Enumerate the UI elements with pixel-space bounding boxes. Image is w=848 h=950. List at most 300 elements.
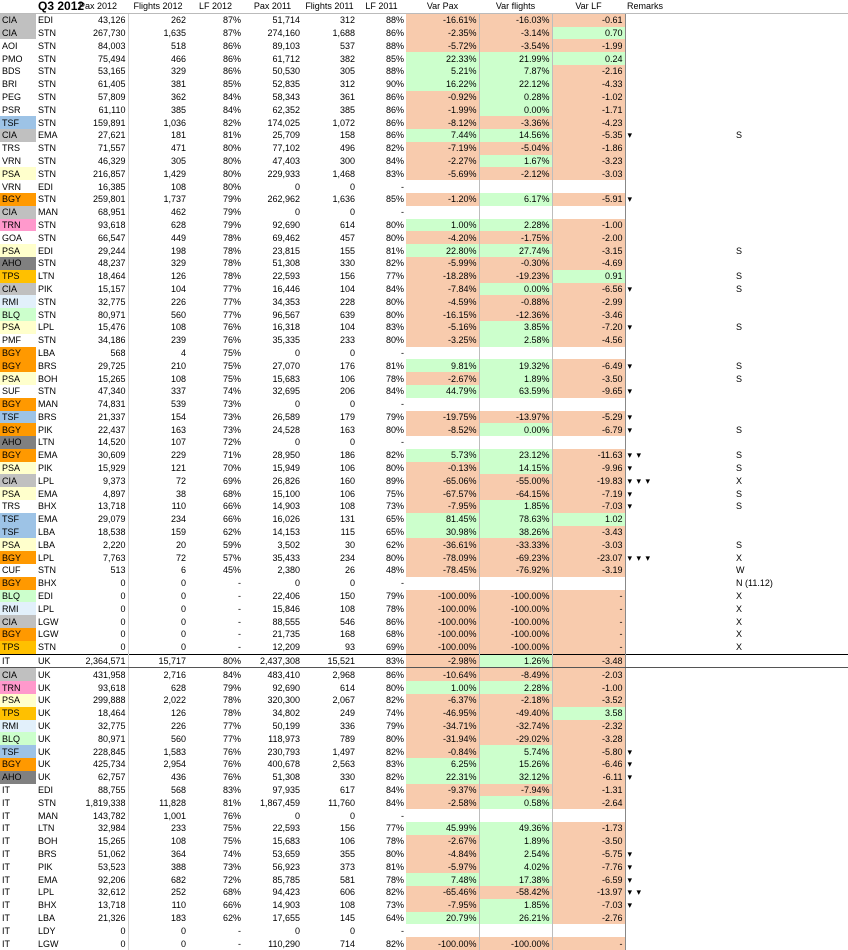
pax-2012-cell: 29,244 [68, 244, 128, 257]
destination-cell: BOH [38, 836, 58, 847]
flights-2012-cell: 38 [175, 488, 186, 499]
spare-cell [725, 937, 848, 950]
table-header [0, 0, 848, 13]
lf-2011-cell: 86% [385, 104, 404, 115]
var-pax-cell: -19.75% [406, 411, 479, 424]
lf-2011-cell: 82% [385, 695, 404, 706]
lf-2012-cell: 73% [222, 861, 241, 872]
origin-cell: IT [0, 912, 36, 925]
var-lf-cell: -6.46 [552, 758, 625, 771]
lf-2011-cell: 84% [385, 785, 404, 795]
origin-cell: TPS [0, 270, 36, 283]
flights-2012-cell: 1,635 [163, 27, 186, 38]
origin-cell: PSR [0, 103, 36, 116]
flights-2011-cell: 0 [349, 181, 355, 192]
pax-2012-cell: 34,186 [68, 334, 128, 347]
pax-2011-cell: 53,659 [272, 848, 300, 859]
spare-cell [725, 615, 848, 628]
spare-cell [725, 283, 848, 296]
flights-2012-cell: 449 [170, 232, 186, 243]
var-pax-cell: -2.58% [406, 796, 479, 809]
flights-2012-cell: 6 [180, 565, 186, 576]
pax-2011-cell: 34,802 [272, 708, 300, 719]
lf-2011-cell: 86% [385, 117, 404, 128]
lf-2012-cell: 62% [222, 527, 241, 538]
lf-2012-cell: 78% [222, 245, 241, 256]
destination-cell: LTN [38, 271, 55, 282]
flights-2012-cell: 560 [170, 309, 186, 320]
remarks-cell: S [736, 424, 743, 435]
var-flights-cell: 2.28% [479, 219, 552, 232]
spare-cell [725, 27, 848, 40]
flights-2012-cell: 108 [170, 373, 186, 384]
lf-2012-cell: 81% [222, 130, 241, 141]
lf-2012-cell: 73% [222, 399, 241, 410]
origin-cell: BGY [0, 423, 36, 436]
spare-cell [725, 720, 848, 733]
origin-cell: AOI [0, 39, 36, 52]
var-pax-cell: -5.69% [406, 167, 479, 180]
lf-2012-cell: 79% [222, 207, 241, 218]
table-row [0, 602, 848, 615]
pax-2011-cell: 25,709 [272, 130, 300, 141]
remarks-cell [669, 334, 725, 347]
flights-2011-cell: 0 [349, 925, 355, 936]
destination-cell: STN [38, 66, 56, 77]
lf-2012-cell: 76% [222, 746, 241, 757]
flights-2012-cell: 1,429 [163, 168, 186, 179]
lf-2011-cell: 78% [385, 373, 404, 384]
destination-cell: EDI [38, 15, 54, 26]
lf-2011-cell: 83% [385, 759, 404, 770]
var-flights-cell [479, 577, 552, 590]
lf-2012-cell: 45% [222, 565, 241, 576]
var-pax-cell [406, 924, 479, 937]
flights-2011-cell: 233 [339, 335, 355, 346]
origin-cell: PMF [0, 334, 36, 347]
trend-arrows-cell [625, 641, 669, 654]
lf-2011-cell: 80% [385, 424, 404, 435]
flights-2011-cell: 106 [339, 373, 355, 384]
var-lf-cell: -1.71 [552, 103, 625, 116]
flights-2012-cell: 628 [170, 219, 186, 230]
pax-2012-cell: 18,464 [68, 270, 128, 283]
var-pax-cell: 5.21% [406, 65, 479, 78]
var-flights-cell: 1.26% [479, 654, 552, 668]
table-row [0, 615, 848, 628]
lf-2011-cell: 64% [385, 912, 404, 923]
remarks-cell [669, 398, 725, 411]
pax-2012-cell: 16,385 [68, 180, 128, 193]
spare-cell [725, 462, 848, 475]
lf-2011-cell: 73% [385, 900, 404, 911]
var-lf-cell: -4.33 [552, 78, 625, 91]
lf-2012-cell: 77% [222, 721, 241, 732]
pax-2012-cell: 62,757 [68, 771, 128, 784]
lf-2011-cell: 80% [385, 848, 404, 859]
pax-2011-cell: 320,300 [267, 695, 300, 706]
table-row [0, 27, 848, 40]
var-pax-cell: -2.67% [406, 372, 479, 385]
lf-2012-cell: 79% [222, 219, 241, 230]
spare-cell [725, 423, 848, 436]
quarter-title: Q3 2012 [38, 0, 85, 14]
remarks-cell [669, 681, 725, 694]
origin-cell: CIA [0, 206, 36, 219]
remarks-cell [669, 257, 725, 270]
flights-2011-cell: 1,468 [332, 168, 355, 179]
var-flights-cell [479, 347, 552, 360]
pax-2011-cell: 69,462 [272, 232, 300, 243]
flights-2012-cell: 107 [170, 437, 186, 448]
table-row [0, 784, 848, 797]
var-flights-cell: 78.63% [479, 513, 552, 526]
var-pax-cell: -5.72% [406, 39, 479, 52]
lf-2011-cell: - [401, 925, 404, 936]
flights-2011-cell: 330 [339, 772, 355, 783]
lf-2011-cell: 89% [385, 475, 404, 486]
pax-2012-cell: 30,609 [68, 449, 128, 462]
table-row [0, 487, 848, 500]
var-pax-cell: -46.95% [406, 707, 479, 720]
origin-cell: CIA [0, 474, 36, 487]
spare-cell [725, 835, 848, 848]
flights-2011-cell: 108 [339, 900, 355, 911]
trend-arrows-cell [625, 103, 669, 116]
col-header-remarks: Remarks [625, 0, 669, 13]
destination-cell: STN [38, 53, 56, 64]
flights-2011-cell: 2,968 [332, 669, 355, 680]
table-row [0, 423, 848, 436]
lf-2011-cell: 82% [385, 450, 404, 461]
pax-2012-cell: 51,062 [68, 848, 128, 861]
pax-2012-cell: 0 [68, 937, 128, 950]
lf-2011-cell: 62% [385, 539, 404, 550]
flights-2011-cell: 163 [339, 424, 355, 435]
flights-2011-cell: 11,760 [328, 797, 355, 808]
origin-cell: CIA [0, 129, 36, 142]
spare-cell [725, 694, 848, 707]
flights-2011-cell: 0 [349, 578, 355, 589]
var-pax-cell: -7.95% [406, 500, 479, 513]
trend-arrows-cell [625, 372, 669, 385]
destination-cell: LGW [38, 629, 59, 640]
origin-cell: PSA [0, 244, 36, 257]
pax-2011-cell: 0 [294, 810, 300, 821]
trend-arrows-cell: ▾ [627, 900, 634, 911]
origin-cell: BGY [0, 359, 36, 372]
var-flights-cell: -100.00% [479, 615, 552, 628]
var-lf-cell: -3.50 [552, 835, 625, 848]
col-header-var-pax: Var Pax [406, 0, 479, 13]
origin-cell: PSA [0, 167, 36, 180]
flights-2012-cell: 4 [180, 347, 186, 358]
origin-cell: IT [0, 860, 36, 873]
flights-2011-cell: 546 [339, 616, 355, 627]
lf-2011-cell: - [401, 347, 404, 358]
flights-2012-cell: 682 [170, 874, 186, 885]
var-lf-cell: 3.58 [552, 707, 625, 720]
var-flights-cell: -0.88% [479, 295, 552, 308]
var-lf-cell: -9.96 [552, 462, 625, 475]
trend-arrows-cell [625, 615, 669, 628]
pax-2011-cell: 21,735 [272, 629, 300, 640]
lf-2011-cell: 82% [385, 938, 404, 949]
spare-cell [725, 873, 848, 886]
lf-2012-cell: 87% [222, 15, 241, 26]
lf-2012-cell: - [238, 616, 241, 627]
trend-arrows-cell [625, 835, 669, 848]
flights-2011-cell: 385 [339, 104, 355, 115]
flights-2012-cell: 226 [170, 296, 186, 307]
trend-arrows-cell: ▾ [627, 424, 634, 435]
var-lf-cell: -3.50 [552, 372, 625, 385]
lf-2011-cell: 80% [385, 219, 404, 230]
pax-2011-cell: 15,683 [272, 373, 300, 384]
var-lf-cell: -6.56 [552, 283, 625, 296]
var-pax-cell: -2.35% [406, 27, 479, 40]
origin-cell: BGY [0, 551, 36, 564]
lf-2012-cell: 57% [222, 552, 241, 563]
flights-2011-cell: 300 [339, 155, 355, 166]
table-row [0, 411, 848, 424]
table-row [0, 681, 848, 694]
pax-2012-cell: 47,340 [68, 385, 128, 398]
trend-arrows-cell [625, 244, 669, 257]
trend-arrows-cell [625, 334, 669, 347]
pax-2012-cell: 92,206 [68, 873, 128, 886]
var-pax-cell: -9.37% [406, 784, 479, 797]
table-row [0, 899, 848, 912]
flights-2012-cell: 560 [170, 733, 186, 744]
lf-2012-cell: 75% [222, 836, 241, 847]
trend-arrows-cell: ▾ [627, 874, 634, 885]
destination-cell: STN [38, 309, 56, 320]
remarks-cell: S [736, 450, 743, 461]
var-flights-cell: 38.26% [479, 526, 552, 539]
pax-2011-cell: 2,380 [277, 565, 300, 576]
lf-2011-cell: 78% [385, 874, 404, 885]
flights-2012-cell: 305 [170, 155, 186, 166]
lf-2011-cell: 85% [385, 53, 404, 64]
table-row [0, 206, 848, 219]
table-row [0, 668, 848, 681]
flights-2012-cell: 362 [170, 91, 186, 102]
trend-arrows-cell [625, 796, 669, 809]
origin-cell: SUF [0, 385, 36, 398]
lf-2011-cell: 77% [385, 823, 404, 834]
var-lf-cell: -5.29 [552, 411, 625, 424]
lf-2012-cell: 78% [222, 695, 241, 706]
var-flights-cell: 14.56% [479, 129, 552, 142]
trend-arrows-cell [625, 27, 669, 40]
origin-cell: TRS [0, 500, 36, 513]
lf-2012-cell: 75% [222, 347, 241, 358]
var-pax-cell: -100.00% [406, 602, 479, 615]
origin-cell: PSA [0, 694, 36, 707]
pax-2012-cell: 228,845 [68, 745, 128, 758]
trend-arrows-cell: ▾ [627, 772, 634, 783]
flights-2011-cell: 614 [339, 219, 355, 230]
var-flights-cell: 4.02% [479, 860, 552, 873]
pax-2012-cell: 0 [68, 615, 128, 628]
origin-cell: CUF [0, 564, 36, 577]
destination-cell: BRS [38, 848, 57, 859]
destination-cell: UK [38, 708, 51, 719]
origin-cell: IT [0, 835, 36, 848]
flights-2012-cell: 11,828 [159, 797, 186, 808]
table-row [0, 796, 848, 809]
table-row [0, 398, 848, 411]
flights-2012-cell: 108 [170, 836, 186, 847]
trend-arrows-cell [625, 91, 669, 104]
spare-cell [725, 347, 848, 360]
trend-arrows-cell: ▾ [627, 759, 634, 770]
remarks-cell [669, 873, 725, 886]
destination-cell: STN [38, 79, 56, 90]
origin-cell: RMI [0, 295, 36, 308]
flights-2011-cell: 0 [349, 437, 355, 448]
lf-2011-cell: 86% [385, 130, 404, 141]
remarks-cell [669, 758, 725, 771]
remarks-cell [669, 103, 725, 116]
lf-2012-cell: - [238, 591, 241, 602]
flights-2012-cell: 337 [170, 386, 186, 397]
trend-arrows-cell [625, 78, 669, 91]
lf-2011-cell: 86% [385, 616, 404, 627]
pax-2012-cell: 2,364,571 [68, 654, 128, 668]
col-header-flights-2011: Flights 2011 [302, 0, 357, 13]
pax-2011-cell: 15,949 [272, 463, 300, 474]
flights-2011-cell: 312 [339, 79, 355, 90]
var-flights-cell: -13.97% [479, 411, 552, 424]
destination-cell: PIK [38, 283, 53, 294]
var-flights-cell: -12.36% [479, 308, 552, 321]
flights-2011-cell: 457 [339, 232, 355, 243]
spare-cell [725, 295, 848, 308]
lf-2011-cell: 74% [385, 708, 404, 719]
table-row [0, 732, 848, 745]
var-pax-cell: -10.64% [406, 668, 479, 681]
pax-2012-cell: 32,984 [68, 822, 128, 835]
pax-2011-cell: 17,655 [272, 912, 300, 923]
pax-2012-cell: 4,897 [68, 487, 128, 500]
var-flights-cell: 1.85% [479, 899, 552, 912]
flights-2011-cell: 1,636 [332, 194, 355, 205]
var-lf-cell: -1.00 [552, 681, 625, 694]
flights-2012-cell: 436 [170, 772, 186, 783]
table-row [0, 13, 848, 26]
var-pax-cell: -4.20% [406, 231, 479, 244]
pax-2011-cell: 2,437,308 [243, 654, 302, 668]
var-lf-cell [552, 398, 625, 411]
origin-cell: AHO [0, 771, 36, 784]
var-pax-cell: -31.94% [406, 732, 479, 745]
flights-2011-cell: 1,072 [332, 117, 355, 128]
lf-2011-cell: 69% [385, 642, 404, 653]
var-pax-cell: -65.06% [406, 474, 479, 487]
lf-2011-cell: 84% [385, 797, 404, 808]
spare-cell [725, 52, 848, 65]
trend-arrows-cell [625, 513, 669, 526]
var-pax-cell: -100.00% [406, 628, 479, 641]
flights-2012-cell: 108 [170, 181, 186, 192]
table-row [0, 551, 848, 564]
var-flights-cell: -0.30% [479, 257, 552, 270]
pax-2011-cell: 88,555 [272, 616, 300, 627]
lf-2012-cell: 78% [222, 708, 241, 719]
destination-cell: EMA [38, 488, 58, 499]
pax-2011-cell: 47,403 [272, 155, 300, 166]
flights-2012-cell: 518 [170, 40, 186, 51]
destination-cell: MAN [38, 810, 58, 821]
var-lf-cell: - [552, 628, 625, 641]
spare-cell [725, 372, 848, 385]
lf-2012-cell: 80% [222, 181, 241, 192]
lf-2011-cell: 83% [385, 322, 404, 333]
var-lf-cell: -1.31 [552, 784, 625, 797]
var-lf-cell [552, 436, 625, 449]
var-pax-cell: -3.25% [406, 334, 479, 347]
table-row [0, 244, 848, 257]
lf-2011-cell: - [401, 578, 404, 589]
var-lf-cell: 0.70 [552, 27, 625, 40]
trend-arrows-cell: ▾ [627, 130, 634, 141]
origin-cell: IT [0, 784, 36, 797]
lf-2011-cell: 80% [385, 682, 404, 693]
pax-2011-cell: 51,308 [272, 772, 300, 783]
origin-cell: CIA [0, 668, 36, 681]
spare-cell [725, 924, 848, 937]
trend-arrows-cell [625, 270, 669, 283]
spare-cell [725, 784, 848, 797]
var-lf-cell [552, 180, 625, 193]
pax-2011-cell: 50,199 [272, 721, 300, 732]
flights-2011-cell: 158 [339, 130, 355, 141]
var-flights-cell: 26.21% [479, 912, 552, 925]
var-flights-cell: -3.36% [479, 116, 552, 129]
var-pax-cell: -7.19% [406, 142, 479, 155]
table-row [0, 758, 848, 771]
spare-cell [725, 899, 848, 912]
origin-cell: BGY [0, 347, 36, 360]
remarks-cell [669, 526, 725, 539]
spare-cell [725, 628, 848, 641]
pax-2012-cell: 32,612 [68, 886, 128, 899]
table-row [0, 835, 848, 848]
var-flights-cell: -5.04% [479, 142, 552, 155]
table-row [0, 78, 848, 91]
spare-cell [725, 449, 848, 462]
remarks-cell [669, 668, 725, 681]
destination-cell: LPL [38, 552, 55, 563]
lf-2012-cell: 78% [222, 232, 241, 243]
lf-2011-cell: 80% [385, 232, 404, 243]
lf-2011-cell: 78% [385, 603, 404, 614]
lf-2012-cell: 66% [222, 900, 241, 911]
pax-2011-cell: 97,935 [272, 785, 300, 795]
pax-2012-cell: 159,891 [68, 116, 128, 129]
pax-2011-cell: 12,209 [272, 642, 300, 653]
var-flights-cell [479, 809, 552, 822]
spare-cell [725, 129, 848, 142]
pax-2011-cell: 229,933 [267, 168, 300, 179]
trend-arrows-cell: ▾ [627, 283, 634, 294]
flights-2011-cell: 131 [339, 514, 355, 525]
remarks-cell [669, 848, 725, 861]
table-row [0, 924, 848, 937]
pax-2012-cell: 66,547 [68, 231, 128, 244]
